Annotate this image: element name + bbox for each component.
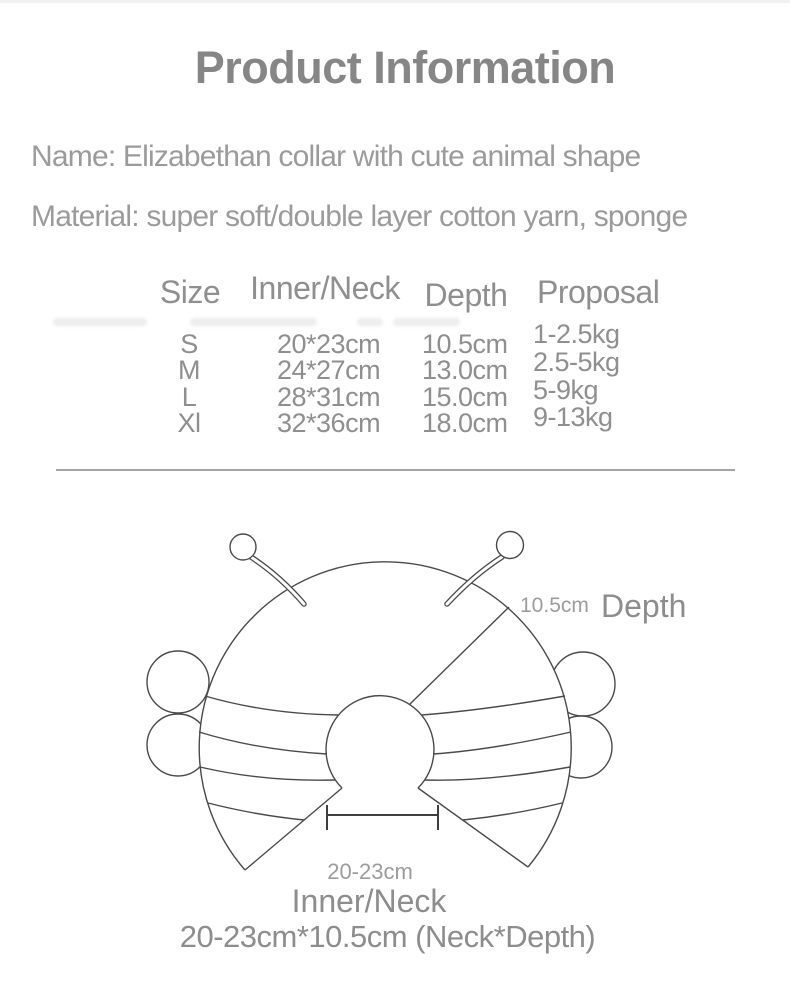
product-material-line: Material: super soft/double layer cotton yarn, sponge xyxy=(31,200,688,233)
proposal-cell: 1-2.5kg xyxy=(533,319,620,349)
neck-label: Inner/Neck xyxy=(291,883,447,919)
depth-cell: 10.5cm xyxy=(422,329,508,359)
inner-neck-cell: 32*36cm xyxy=(277,408,381,439)
table-header-size: Size xyxy=(159,274,221,310)
neck-value-label: 20-23cm xyxy=(327,859,413,884)
size-cell: M xyxy=(178,355,200,386)
page-title: Product Information xyxy=(194,42,616,93)
table-column-inner-neck xyxy=(277,331,380,437)
table-header-proposal: Proposal xyxy=(537,274,660,310)
depth-cell: 15.0cm xyxy=(422,381,508,412)
left-antenna xyxy=(230,534,304,604)
size-cell: L xyxy=(181,381,197,412)
product-name-line: Name: Elizabethan collar with cute animal shape xyxy=(31,140,641,173)
ghost-text-artifact xyxy=(393,318,460,326)
top-border-strip xyxy=(0,0,790,3)
ghost-text-artifact xyxy=(53,318,147,326)
proposal-cell: 9-13kg xyxy=(533,402,613,433)
table-column-size xyxy=(155,331,223,437)
proposal-cell: 5-9kg xyxy=(533,374,599,405)
depth-value-label: 10.5cm xyxy=(520,594,589,617)
table-column-depth xyxy=(422,331,508,437)
dimensions-caption: 20-23cm*10.5cm (Neck*Depth) xyxy=(179,919,596,954)
depth-cell: 18.0cm xyxy=(422,408,508,439)
inner-neck-cell: 28*31cm xyxy=(277,381,381,412)
inner-neck-cell: 24*27cm xyxy=(277,355,381,386)
ghost-text-artifact xyxy=(190,318,317,326)
size-cell: S xyxy=(180,329,198,359)
table-header-depth: Depth xyxy=(424,277,508,313)
depth-label: Depth xyxy=(601,588,687,624)
depth-cell: 13.0cm xyxy=(422,355,508,386)
table-column-proposal xyxy=(533,321,620,432)
collar-diagram xyxy=(130,500,690,920)
table-header-inner-neck: Inner/Neck xyxy=(250,270,400,306)
inner-neck-cell: 20*23cm xyxy=(277,329,381,359)
proposal-cell: 2.5-5kg xyxy=(533,346,620,377)
ghost-text-artifact xyxy=(357,318,383,326)
size-cell: Xl xyxy=(177,408,201,439)
section-divider xyxy=(56,469,735,471)
